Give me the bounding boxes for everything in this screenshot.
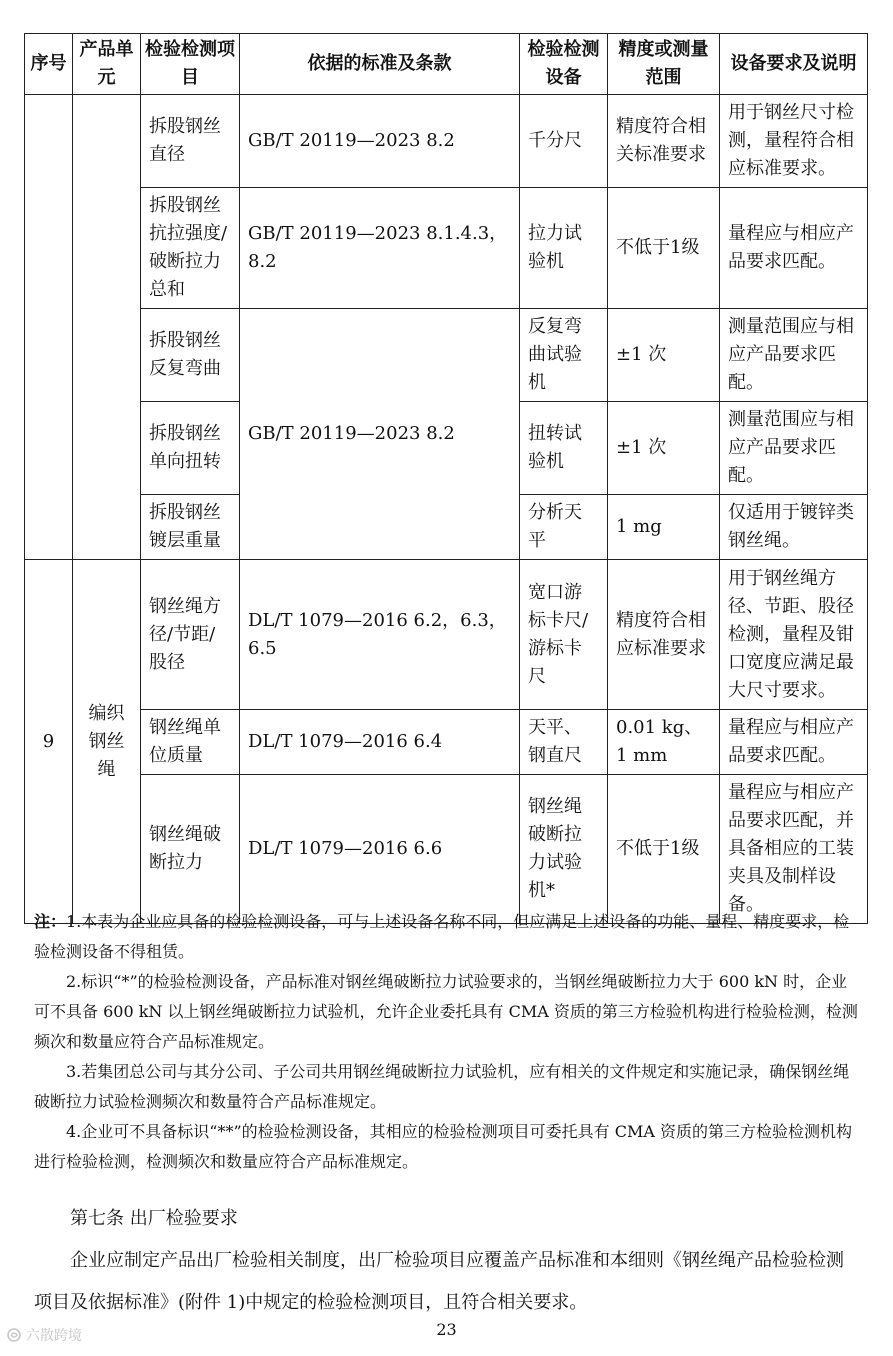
equipment-cell: 千分尺	[520, 95, 608, 188]
item-cell: 拆股钢丝单向扭转	[141, 402, 240, 495]
note-1	[34, 907, 859, 967]
equipment-cell: 天平、钢直尺	[520, 710, 608, 775]
note-3: 3.若集团总公司与其分公司、子公司共用钢丝绳破断拉力试验机，应有相关的文件规定和实施记录，确保钢丝绳破断拉力试验检测频次和数量符合产品标准规定。	[34, 1062, 850, 1111]
article-title: 第七条 出厂检验要求	[70, 1208, 238, 1229]
table-row	[25, 710, 868, 775]
table-notes	[34, 907, 859, 1177]
unit-cell-empty	[73, 95, 141, 560]
header-standard: 依据的标准及条款	[240, 34, 520, 95]
header-item: 检验检测项目	[141, 34, 240, 95]
header-note: 设备要求及说明	[720, 34, 868, 95]
note-4: 4.企业可不具备标识“**”的检验检测设备，其相应的检验检测项目可委托具有 CMA 资质的第三方检验检测机构进行检验检测，检测频次和数量应符合产品标准规定。	[34, 1122, 852, 1171]
standard-cell: DL/T 1079—2016 6.2，6.3，6.5	[240, 560, 520, 710]
note-cell: 量程应与相应产品要求匹配，并具备相应的工装夹具及制样设备。	[720, 775, 868, 924]
header-seq: 序号	[25, 34, 73, 95]
precision-cell: 精度符合相应标准要求	[608, 560, 720, 710]
item-cell: 拆股钢丝抗拉强度/破断拉力总和	[141, 188, 240, 309]
precision-cell: 不低于1级	[608, 775, 720, 924]
page-number: 23	[436, 1320, 457, 1339]
note-cell: 量程应与相应产品要求匹配。	[720, 710, 868, 775]
standard-cell: DL/T 1079—2016 6.4	[240, 710, 520, 775]
table-row	[25, 188, 868, 309]
equipment-cell: 分析天平	[520, 495, 608, 560]
notes-label: 注：	[34, 912, 67, 931]
precision-cell: ±1 次	[608, 402, 720, 495]
note-cell: 仅适用于镀锌类钢丝绳。	[720, 495, 868, 560]
standard-cell: GB/T 20119—2023 8.2	[240, 309, 520, 560]
note-cell: 测量范围应与相应产品要求匹配。	[720, 402, 868, 495]
watermark-text: 六散跨境	[26, 1328, 82, 1344]
equipment-cell: 反复弯曲试验机	[520, 309, 608, 402]
standard-cell: GB/T 20119—2023 8.1.4.3，8.2	[240, 188, 520, 309]
header-unit: 产品单元	[73, 34, 141, 95]
seq-cell-empty	[25, 95, 73, 560]
note-cell: 用于钢丝尺寸检测，量程符合相应标准要求。	[720, 95, 868, 188]
equipment-cell: 拉力试验机	[520, 188, 608, 309]
precision-cell: ±1 次	[608, 309, 720, 402]
note-cell: 量程应与相应产品要求匹配。	[720, 188, 868, 309]
table-row	[25, 775, 868, 924]
precision-cell: 1 mg	[608, 495, 720, 560]
table-header-row	[25, 34, 868, 95]
precision-cell: 0.01 kg、1 mm	[608, 710, 720, 775]
item-cell: 钢丝绳单位质量	[141, 710, 240, 775]
header-equipment: 检验检测设备	[520, 34, 608, 95]
watermark	[6, 1325, 82, 1345]
equipment-cell: 扭转试验机	[520, 402, 608, 495]
inspection-equipment-table	[24, 33, 868, 924]
note-2: 2.标识“*”的检验检测设备，产品标准对钢丝绳破断拉力试验要求的，当钢丝绳破断拉力大于 600 kN 时，企业可不具备 600 kN 以上钢丝绳破断拉力试验机，允许企业委托具有 CMA 资质的第三方检验机构进行检验检测，检测频次和数量应符合产品标准规定。	[34, 972, 858, 1051]
article-body: 企业应制定产品出厂检验相关制度，出厂检验项目应覆盖产品标准和本细则《钢丝绳产品检验检测项目及依据标准》(附件 1)中规定的检验检测项目，且符合相关要求。	[34, 1250, 844, 1313]
table-row	[25, 560, 868, 710]
item-cell: 拆股钢丝直径	[141, 95, 240, 188]
watermark-logo-icon	[6, 1327, 22, 1343]
note-cell: 用于钢丝绳方径、节距、股径检测，量程及钳口宽度应满足最大尺寸要求。	[720, 560, 868, 710]
table-row	[25, 95, 868, 188]
note-cell: 测量范围应与相应产品要求匹配。	[720, 309, 868, 402]
unit-cell: 编织钢丝绳	[73, 560, 141, 924]
item-cell: 钢丝绳破断拉力	[141, 775, 240, 924]
item-cell: 钢丝绳方径/节距/股径	[141, 560, 240, 710]
seq-cell: 9	[25, 560, 73, 924]
item-cell: 拆股钢丝反复弯曲	[141, 309, 240, 402]
article-seven	[34, 1198, 859, 1324]
equipment-cell: 宽口游标卡尺/游标卡尺	[520, 560, 608, 710]
precision-cell: 不低于1级	[608, 188, 720, 309]
equipment-cell: 钢丝绳破断拉力试验机*	[520, 775, 608, 924]
standard-cell: DL/T 1079—2016 6.6	[240, 775, 520, 924]
standard-cell: GB/T 20119—2023 8.2	[240, 95, 520, 188]
note-1-text: 1.本表为企业应具备的检验检测设备，可与上述设备名称不同，但应满足上述设备的功能、量程、精度要求，检验检测设备不得租赁。	[34, 912, 850, 961]
table-row	[25, 309, 868, 402]
header-precision: 精度或测量范围	[608, 34, 720, 95]
item-cell: 拆股钢丝镀层重量	[141, 495, 240, 560]
precision-cell: 精度符合相关标准要求	[608, 95, 720, 188]
